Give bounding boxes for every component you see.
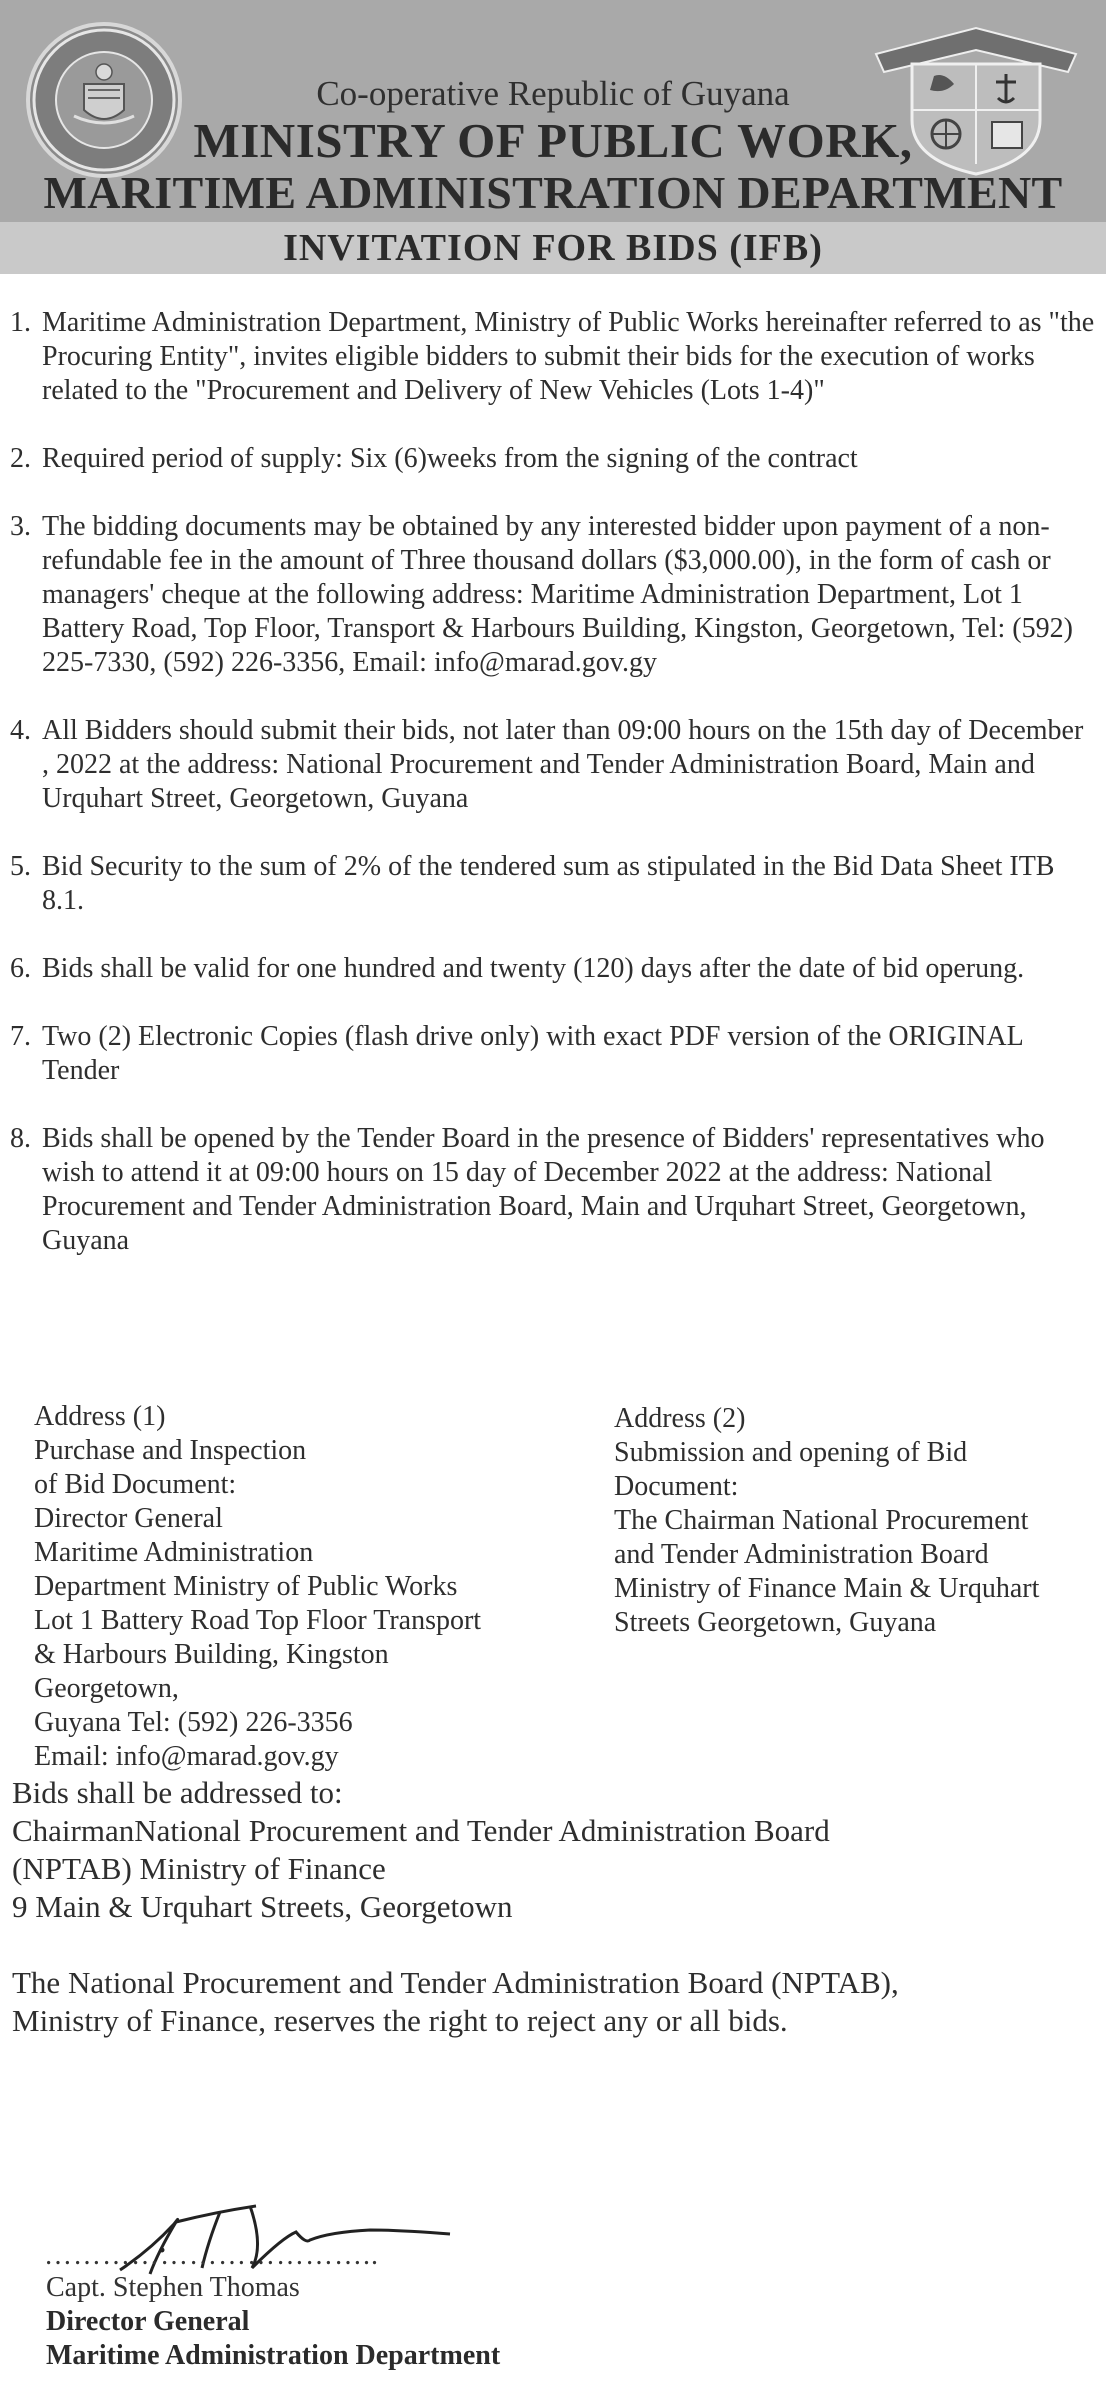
list-item bbox=[10, 306, 1096, 408]
list-item bbox=[10, 1122, 1096, 1258]
item-text: Two (2) Electronic Copies (flash drive only) with exact PDF version of the ORIGINAL Tender bbox=[42, 1021, 1023, 1086]
address-line: Guyana Tel: (592) 226-3356 bbox=[34, 1707, 353, 1738]
address-line: Georgetown, bbox=[34, 1673, 179, 1704]
rights-reserved-block bbox=[12, 1964, 1098, 2040]
bid-terms-list bbox=[10, 306, 1096, 1292]
item-text: Bids shall be valid for one hundred and twenty (120) days after the date of bid operung. bbox=[42, 953, 1025, 984]
item-text: Bids shall be opened by the Tender Board in the presence of Bidders' representatives who wish to attend it at 09:00 hours on 15 day of December 2022 at the address: National Procurement and Tender Administration Board, Main and Urquhart Street, Georgetown, Guyana bbox=[42, 1123, 1045, 1256]
ministry-heading: MINISTRY OF PUBLIC WORK, bbox=[193, 113, 913, 168]
address-line: and Tender Administration Board bbox=[614, 1539, 989, 1570]
list-item bbox=[10, 510, 1096, 680]
address-line: Address (1) bbox=[34, 1401, 166, 1432]
signatory-department: Maritime Administration Department bbox=[46, 2340, 501, 2371]
list-item bbox=[10, 952, 1096, 986]
paragraph-line: (NPTAB) Ministry of Finance bbox=[12, 1851, 386, 1886]
address-line: Address (2) bbox=[614, 1403, 746, 1434]
paragraph-line: Bids shall be addressed to: bbox=[12, 1775, 343, 1810]
address-line: of Bid Document: bbox=[34, 1469, 237, 1500]
list-item bbox=[10, 442, 1096, 476]
address-line: Department Ministry of Public Works bbox=[34, 1571, 458, 1602]
address-line: Ministry of Finance Main & Urquhart bbox=[614, 1573, 1040, 1604]
ifb-banner bbox=[0, 222, 1106, 274]
item-number: 5. bbox=[10, 851, 31, 882]
address-1-block bbox=[34, 1400, 481, 1774]
item-text: Required period of supply: Six (6)weeks from the signing of the contract bbox=[42, 443, 858, 474]
address-line: Document: bbox=[614, 1471, 739, 1502]
signatory-title: Director General bbox=[46, 2306, 250, 2337]
address-line: The Chairman National Procurement bbox=[614, 1505, 1029, 1536]
republic-heading: Co-operative Republic of Guyana bbox=[316, 74, 790, 113]
list-item bbox=[10, 1020, 1096, 1088]
paragraph-line: 9 Main & Urquhart Streets, Georgetown bbox=[12, 1889, 513, 1924]
address-line: Submission and opening of Bid bbox=[614, 1437, 968, 1468]
address-line: Director General bbox=[34, 1503, 223, 1534]
item-text: The bidding documents may be obtained by any interested bidder upon payment of a non-refundable fee in the amount of Three thousand dollars ($3,000.00), in the form of cash or managers' cheque at the following address: Maritime Administration Department, Lot 1 Battery Road, Top Floor, Transport & Harbours Building, Kingston, Georgetown, Tel: (592) 225-7330, (592) 226-3356, Email: info@marad.gov.gy bbox=[42, 511, 1073, 678]
item-number: 6. bbox=[10, 953, 31, 984]
list-item bbox=[10, 850, 1096, 918]
bids-addressed-block bbox=[12, 1774, 1098, 1926]
paragraph-line: ChairmanNational Procurement and Tender Administration Board bbox=[12, 1813, 830, 1848]
paragraph-line: The National Procurement and Tender Administration Board (NPTAB), bbox=[12, 1965, 899, 2000]
address-line: Streets Georgetown, Guyana bbox=[614, 1607, 937, 1638]
paragraph-line: Ministry of Finance, reserves the right to reject any or all bids. bbox=[12, 2003, 788, 2038]
address-2-block bbox=[614, 1402, 1039, 1640]
item-number: 1. bbox=[10, 307, 31, 338]
department-heading: MARITIME ADMINISTRATION DEPARTMENT bbox=[43, 167, 1063, 218]
item-number: 3. bbox=[10, 511, 31, 542]
item-text: Bid Security to the sum of 2% of the tendered sum as stipulated in the Bid Data Sheet ITB 8.1. bbox=[42, 851, 1055, 916]
address-line: Purchase and Inspection bbox=[34, 1435, 307, 1466]
item-number: 2. bbox=[10, 443, 31, 474]
header-banner bbox=[0, 0, 1106, 222]
item-number: 7. bbox=[10, 1021, 31, 1052]
signature-line: …………………………….. bbox=[44, 2240, 379, 2271]
address-line: & Harbours Building, Kingston bbox=[34, 1639, 389, 1670]
item-number: 8. bbox=[10, 1123, 31, 1154]
signatory-name: Capt. Stephen Thomas bbox=[46, 2272, 300, 2303]
item-number: 4. bbox=[10, 715, 31, 746]
item-text: Maritime Administration Department, Ministry of Public Works hereinafter referred to as "the Procuring Entity", invites eligible bidders to submit their bids for the execution of works related to the "Procurement and Delivery of New Vehicles (Lots 1-4)" bbox=[42, 307, 1095, 406]
ifb-title: INVITATION FOR BIDS (IFB) bbox=[283, 227, 823, 269]
closing-section bbox=[12, 1774, 1098, 2078]
list-item bbox=[10, 714, 1096, 816]
item-text: All Bidders should submit their bids, not later than 09:00 hours on the 15th day of December , 2022 at the address: National Procurement and Tender Administration Board, Main and Urquhart Street, Georgetown, Guyana bbox=[42, 715, 1084, 814]
address-line: Lot 1 Battery Road Top Floor Transport bbox=[34, 1605, 482, 1636]
address-line: Maritime Administration bbox=[34, 1537, 314, 1568]
address-line: Email: info@marad.gov.gy bbox=[34, 1741, 339, 1772]
